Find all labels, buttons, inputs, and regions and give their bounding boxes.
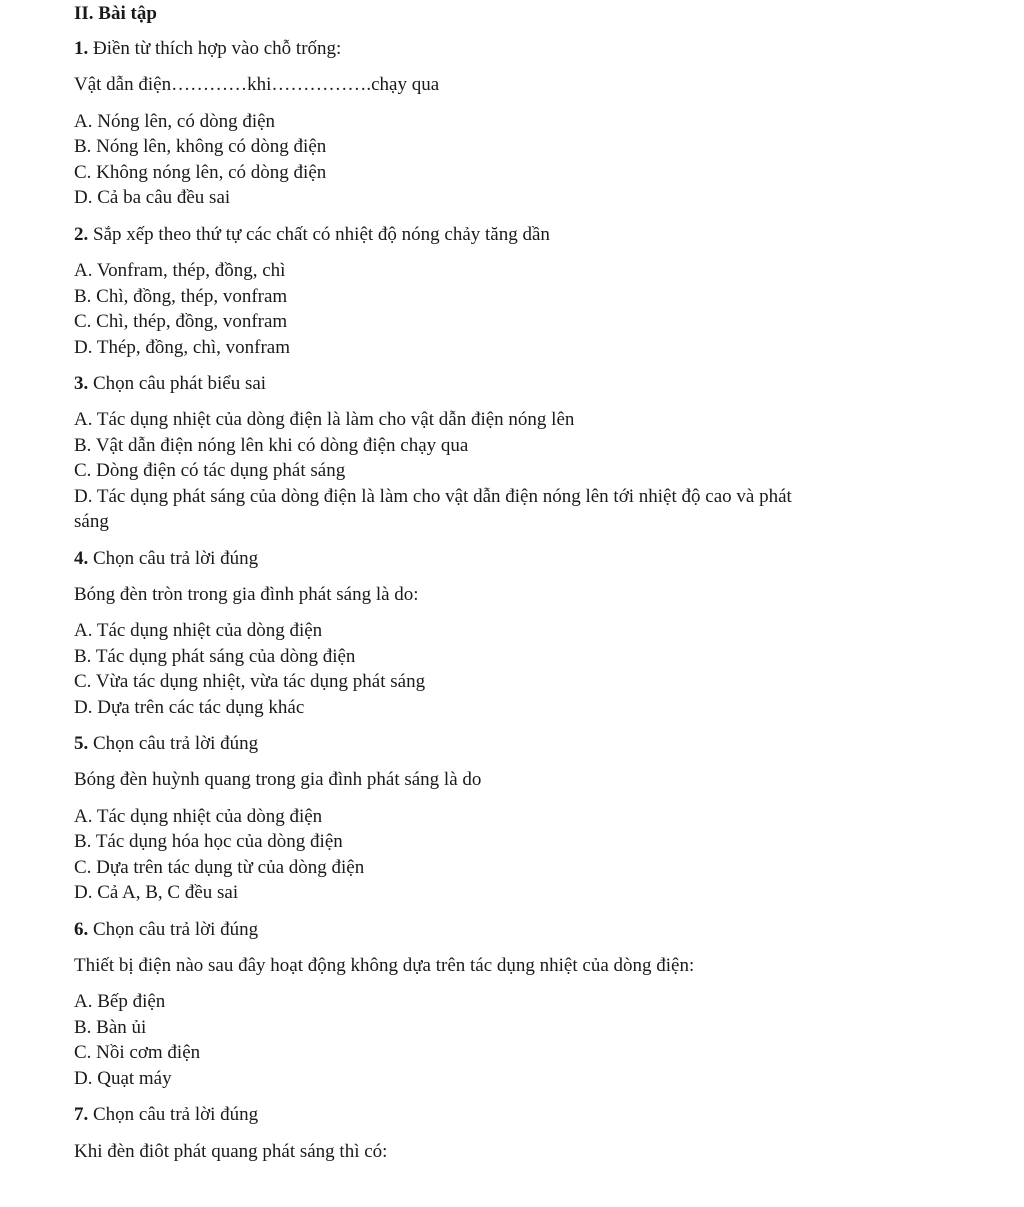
question-prompt: Chọn câu phát biểu sai [93, 373, 267, 394]
question-5-title [74, 731, 258, 757]
question-6-stem: Thiết bị điện nào sau đây hoạt động không dựa trên tác dụng nhiệt của dòng điện: [74, 955, 695, 976]
question-number: 3. [74, 373, 89, 394]
option: B. Bàn ủi [74, 1017, 147, 1038]
option: C. Không nóng lên, có dòng điện [74, 162, 327, 183]
option: A. Tác dụng nhiệt của dòng điện [74, 806, 323, 827]
question-1-stem: Vật dẫn điện…………khi…………….chạy qua [74, 74, 440, 95]
question-prompt: Sắp xếp theo thứ tự các chất có nhiệt độ nóng chảy tăng dần [93, 224, 550, 245]
question-number: 6. [74, 919, 89, 940]
option: D. Tác dụng phát sáng của dòng điện là làm cho vật dẫn điện nóng lên tới nhiệt độ cao và phát [74, 486, 792, 507]
question-4-title [74, 546, 258, 572]
question-7-stem: Khi đèn điôt phát quang phát sáng thì có: [74, 1141, 388, 1162]
option: A. Nóng lên, có dòng điện [74, 111, 276, 132]
option: D. Thép, đồng, chì, vonfram [74, 337, 290, 358]
section-heading: II. Bài tập [74, 3, 157, 24]
question-5-stem: Bóng đèn huỳnh quang trong gia đình phát sáng là do [74, 769, 482, 790]
question-number: 4. [74, 548, 89, 569]
question-prompt: Điền từ thích hợp vào chỗ trống: [93, 38, 342, 59]
option: D. Cả ba câu đều sai [74, 187, 231, 208]
option: C. Chì, thép, đồng, vonfram [74, 311, 288, 332]
option: B. Tác dụng phát sáng của dòng điện [74, 646, 356, 667]
option: D. Quạt máy [74, 1068, 172, 1089]
question-prompt: Chọn câu trả lời đúng [93, 1104, 259, 1125]
option-continuation: sáng [74, 511, 109, 532]
option: B. Vật dẫn điện nóng lên khi có dòng điện chạy qua [74, 435, 469, 456]
option: A. Bếp điện [74, 991, 166, 1012]
option: B. Tác dụng hóa học của dòng điện [74, 831, 343, 852]
question-number: 1. [74, 38, 89, 59]
option: C. Dựa trên tác dụng từ của dòng điện [74, 857, 365, 878]
question-1-title [74, 36, 341, 62]
option: A. Vonfram, thép, đồng, chì [74, 260, 286, 281]
question-6-title [74, 917, 258, 943]
option: C. Vừa tác dụng nhiệt, vừa tác dụng phát sáng [74, 671, 426, 692]
question-7-title [74, 1102, 258, 1128]
option: D. Cả A, B, C đều sai [74, 882, 239, 903]
question-3-title [74, 371, 266, 397]
question-prompt: Chọn câu trả lời đúng [93, 548, 259, 569]
question-number: 5. [74, 733, 89, 754]
question-number: 2. [74, 224, 89, 245]
option: A. Tác dụng nhiệt của dòng điện [74, 620, 323, 641]
option: A. Tác dụng nhiệt của dòng điện là làm cho vật dẫn điện nóng lên [74, 409, 575, 430]
option: B. Chì, đồng, thép, vonfram [74, 286, 288, 307]
option: D. Dựa trên các tác dụng khác [74, 697, 305, 718]
option: C. Nồi cơm điện [74, 1042, 201, 1063]
question-2-title [74, 222, 550, 248]
question-number: 7. [74, 1104, 89, 1125]
option: C. Dòng điện có tác dụng phát sáng [74, 460, 346, 481]
question-4-stem: Bóng đèn tròn trong gia đình phát sáng là do: [74, 584, 419, 605]
question-prompt: Chọn câu trả lời đúng [93, 733, 259, 754]
question-prompt: Chọn câu trả lời đúng [93, 919, 259, 940]
option: B. Nóng lên, không có dòng điện [74, 136, 327, 157]
